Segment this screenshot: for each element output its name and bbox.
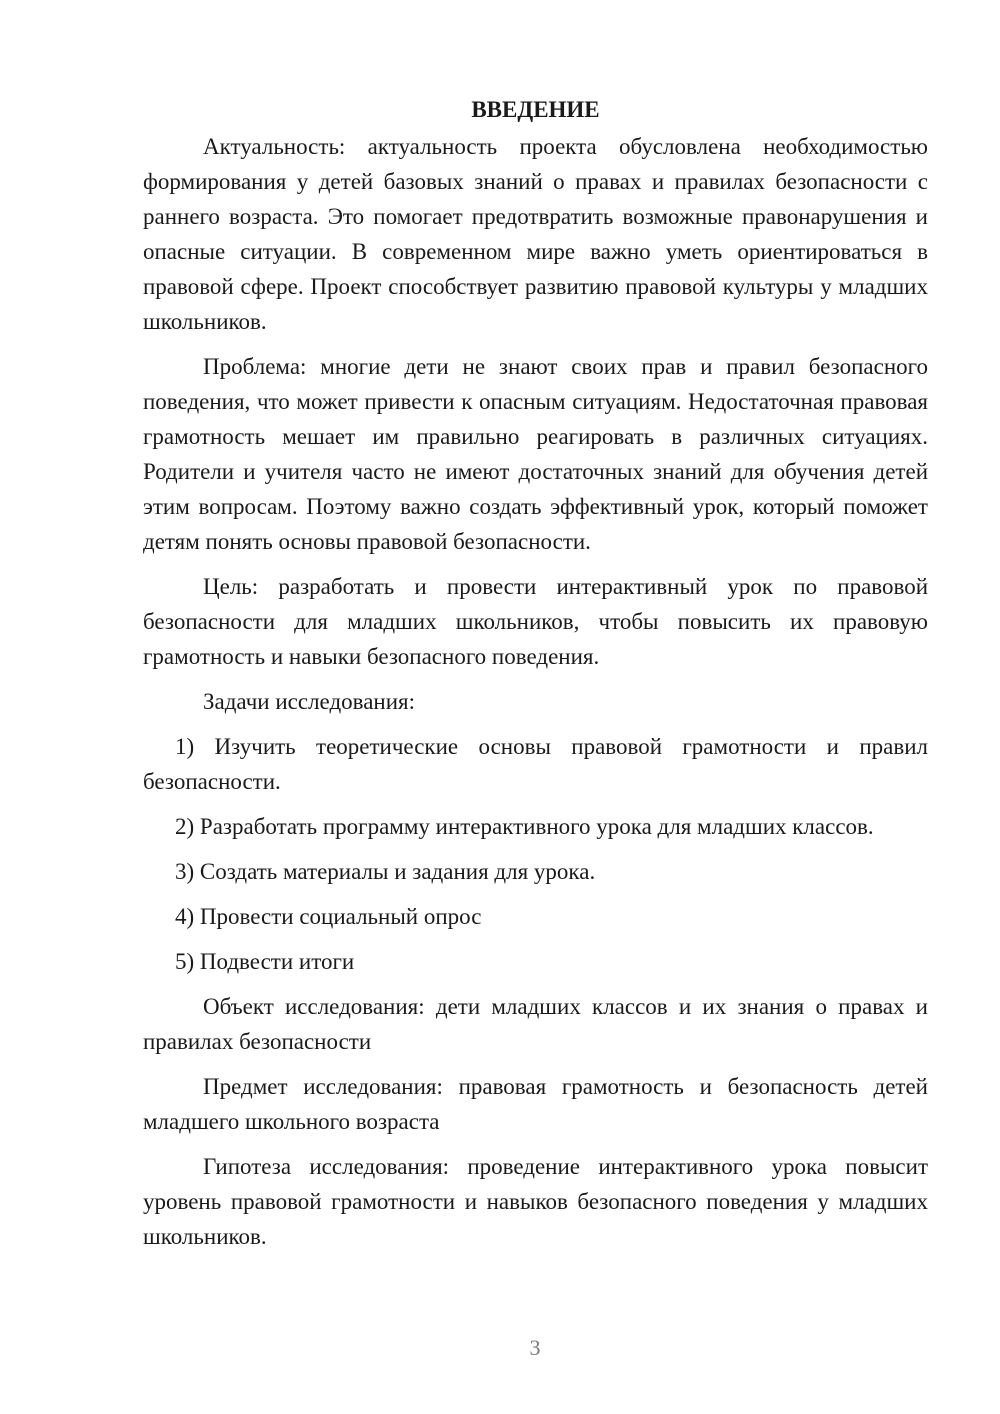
paragraph-subject: Предмет исследования: правовая грамотность и безопасность детей младшего школьного возраста [143,1074,928,1134]
page-content [143,92,928,1264]
task-item-5: 5) Подвести итоги [175,949,355,974]
paragraph-tasks-heading: Задачи исследования: [203,689,416,714]
section-title: ВВЕДЕНИЕ [471,97,600,122]
task-item-2: 2) Разработать программу интерактивного урока для младших классов. [175,814,874,839]
task-item-4: 4) Провести социальный опрос [175,904,482,929]
task-item-3: 3) Создать материалы и задания для урока. [175,859,596,884]
page-number: 3 [529,1335,541,1360]
paragraph-goal: Цель: разработать и провести интерактивный урок по правовой безопасности для младших школьников, чтобы повысить их правовую грамотность и навыки безопасного поведения. [143,574,928,669]
paragraph-relevance: Актуальность: актуальность проекта обусловлена необходимостью формирования у детей базовых знаний о правах и правилах безопасности с раннего возраста. Это помогает предотвратить возможные правонарушения и опасные ситуации. В современном мире важно уметь ориентироваться в правовой сфере. Проект способствует развитию правовой культуры у младших школьников. [143,134,928,334]
paragraph-object: Объект исследования: дети младших классов и их знания о правах и правилах безопасности [143,994,928,1054]
task-item-1: 1) Изучить теоретические основы правовой грамотности и правил безопасности. [143,734,928,794]
paragraph-hypothesis: Гипотеза исследования: проведение интерактивного урока повысит уровень правовой грамотности и навыков безопасного поведения у младших школьников. [143,1154,928,1249]
paragraph-problem: Проблема: многие дети не знают своих прав и правил безопасного поведения, что может привести к опасным ситуациям. Недостаточная правовая грамотность мешает им правильно реагировать в различных ситуациях. Родители и учителя часто не имеют достаточных знаний для обучения детей этим вопросам. Поэтому важно создать эффективный урок, который поможет детям понять основы правовой безопасности. [143,354,928,554]
